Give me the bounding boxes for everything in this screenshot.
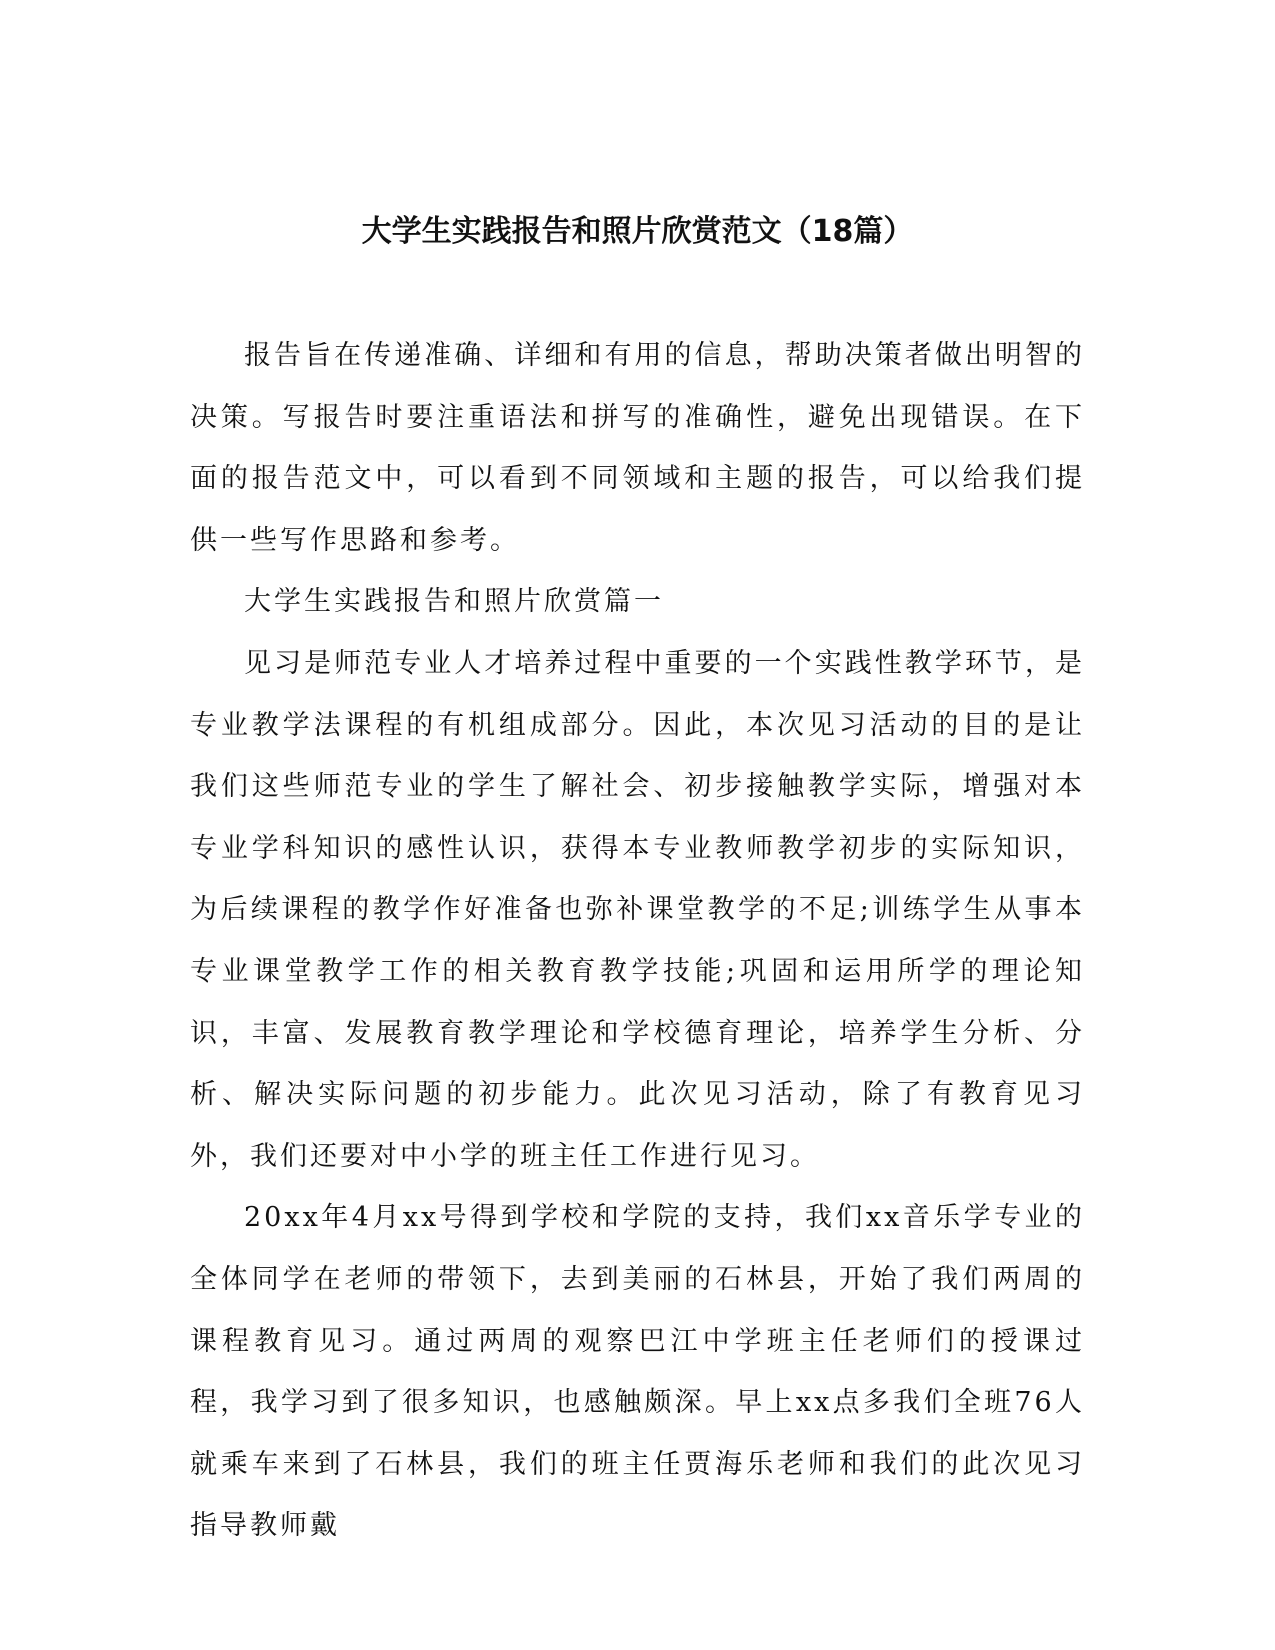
intro-paragraph: 报告旨在传递准确、详细和有用的信息，帮助决策者做出明智的决策。写报告时要注重语法和拼写的准确性，避免出现错误。在下面的报告范文中，可以看到不同领域和主题的报告，可以给我们提供一些写作思路和参考。: [190, 340, 1085, 556]
document-body: [190, 325, 1085, 1557]
body-paragraph: 20xx年4月xx号得到学校和学院的支持，我们xx音乐学专业的全体同学在老师的带领下，去到美丽的石林县，开始了我们两周的课程教育见习。通过两周的观察巴江中学班主任老师们的授课过程，我学习到了很多知识，也感触颇深。早上xx点多我们全班76人就乘车来到了石林县，我们的班主任贾海乐老师和我们的此次见习指导教师戴: [190, 1202, 1085, 1542]
section-heading: 大学生实践报告和照片欣赏篇一: [244, 586, 664, 618]
body-paragraph: 见习是师范专业人才培养过程中重要的一个实践性教学环节，是专业教学法课程的有机组成部分。因此，本次见习活动的目的是让我们这些师范专业的学生了解社会、初步接触教学实际，增强对本专业学科知识的感性认识，获得本专业教师教学初步的实际知识，为后续课程的教学作好准备也弥补课堂教学的不足;训练学生从事本专业课堂教学工作的相关教育教学技能;巩固和运用所学的理论知识，丰富、发展教育教学理论和学校德育理论，培养学生分析、分析、解决实际问题的初步能力。此次见习活动，除了有教育见习外，我们还要对中小学的班主任工作进行见习。: [190, 647, 1085, 1172]
document-title: 大学生实践报告和照片欣赏范文（18篇）: [361, 214, 914, 249]
